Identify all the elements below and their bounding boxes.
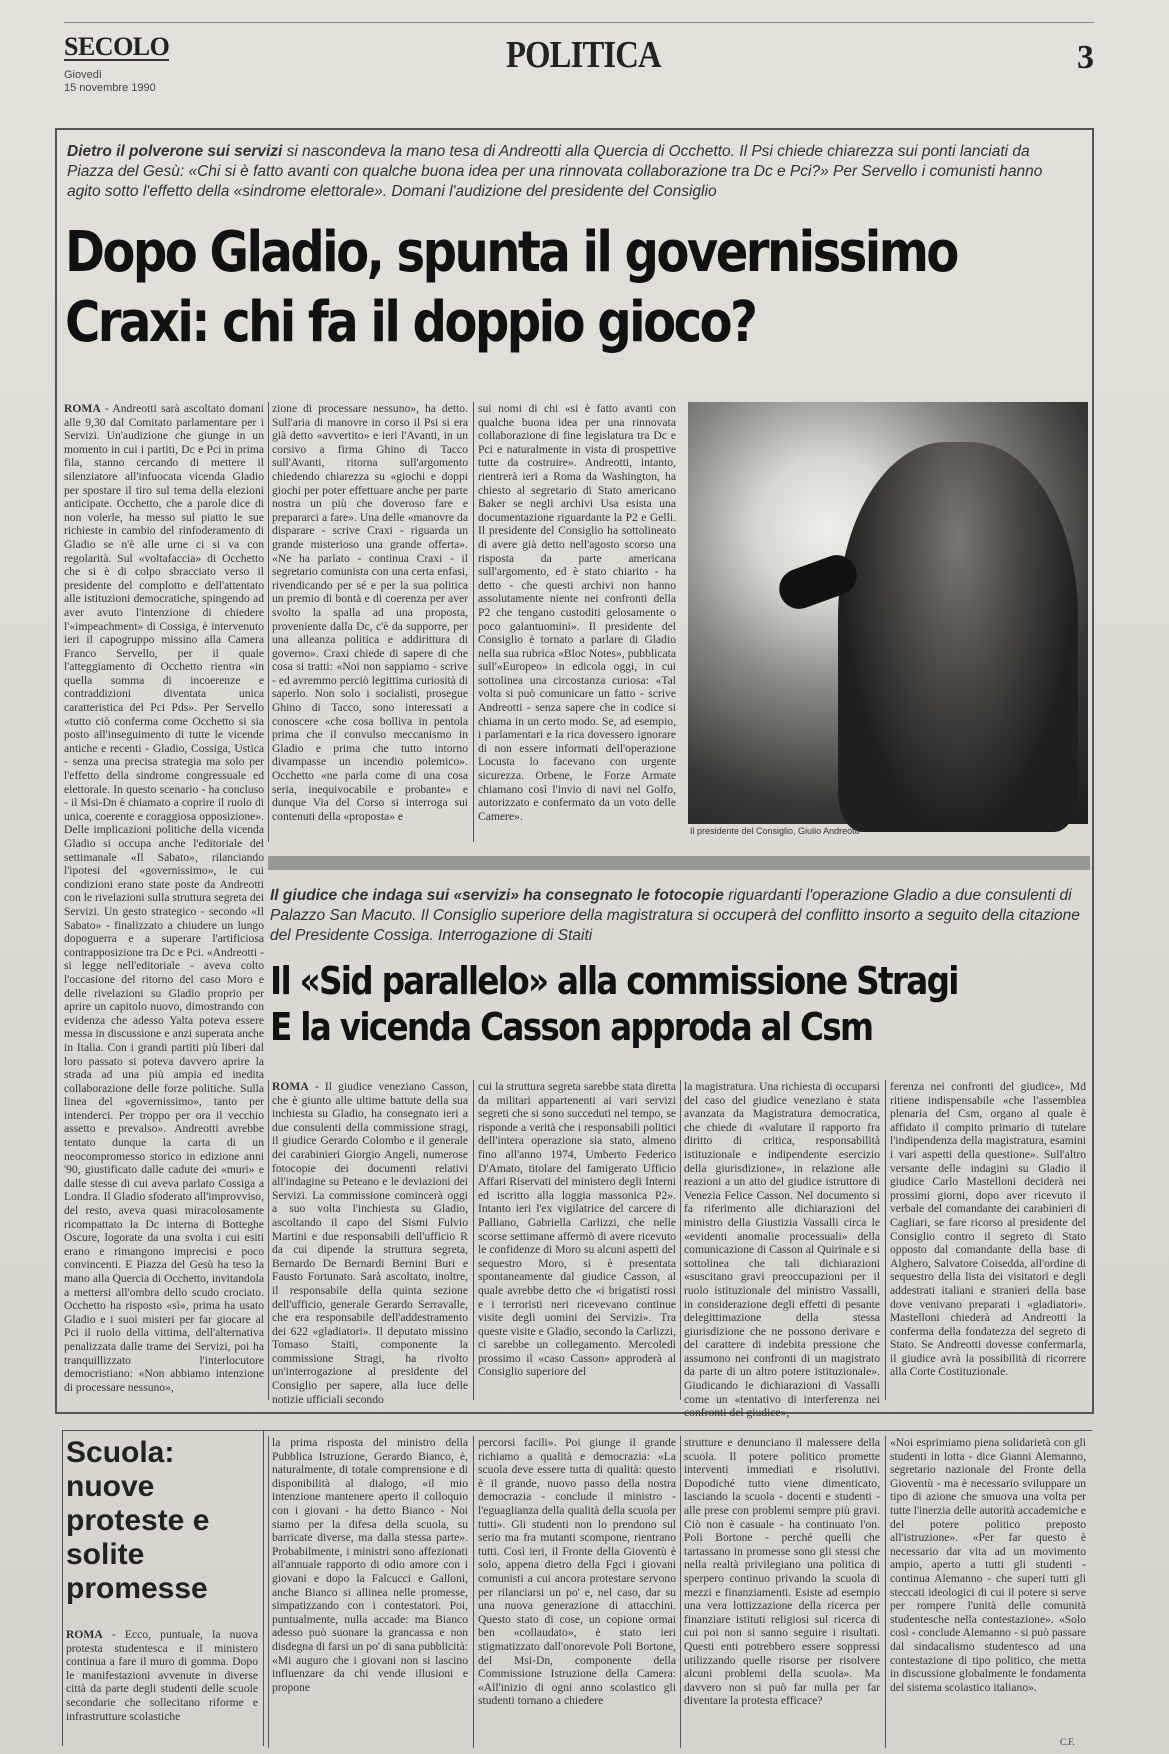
andreotti-photo bbox=[688, 402, 1088, 824]
story2-column-2 bbox=[478, 1080, 676, 1402]
column-divider bbox=[268, 402, 269, 842]
story3-column-2-text: la prima risposta del ministro della Pubblica Istruzione, Gerardo Bianco, è, naturalmente, di totale comprensione e di disponibilità al dialogo, «il mio intenzione mantenere aperto il colloquio con i giovani - ha detto Bianco - Noi siamo per la difesa della scuola, su barricate diverse, ma dalla stessa parte». Probabilmente, i ministri sono affezionati all'annuale rapporto di odio amore con i giovani e dopo la Falcucci e Galloni, anche Bianco si allinea nelle promesse, simpatizzando con i contestatori. Poi, puntualmente, nulla accade: ma Bianco adesso può suonare la grancassa e non disdegna di farsi un po' di sana pubblicità: «Mi auguro che i giovani non si lascino influenzare da chi vende illusioni e propone bbox=[272, 1436, 468, 1694]
story2-column-1 bbox=[272, 1080, 468, 1406]
column-divider bbox=[885, 1080, 886, 1400]
story2-headline-line2: E la vicenda Casson approda al Csm bbox=[270, 1005, 873, 1049]
story2-column-3-text: la magistratura. Una richiesta di occuparsi del caso del giudice veneziano è stata avanzata da Magistratura democratica, che chiede di «valutare il rapporto fra diritto di critica, responsabilità istituzionale e indipendente esercizio della giurisdizione», in relazione alle reazioni a un atto del giudice istruttore di Venezia Felice Casson. Nel documento si fa riferimento alle dichiarazioni del ministro della Giustizia Vassalli circa le «evidenti anomalie processuali» della comunicazione di Casson al Quirinale e si sottolinea che tali dichiarazioni «suscitano gravi preoccupazioni per il ruolo istituzionale del ministro Vassalli, in considerazione degli effetti di pesante delegittimazione della stessa giurisdizione che ne possono derivare e del carattere di indebita pressione che assumono nei confronti di un magistrato da parte di un altro potere istituzionale». Giudicando le dichiarazioni di Vassalli come un «tentativo di interferenza nei confronti del giudice», bbox=[684, 1080, 880, 1420]
story1-column-3 bbox=[478, 402, 676, 842]
issue-date bbox=[64, 69, 156, 95]
story1-column-2 bbox=[272, 402, 468, 842]
photo-caption: Il presidente del Consiglio, Giulio Andreotti bbox=[690, 826, 860, 836]
page-number: 3 bbox=[1077, 39, 1094, 76]
story2-kicker bbox=[270, 886, 1080, 946]
story2-column-1-text: - Il giudice veneziano Casson, che è giunto alle ultime battute della sua inchiesta su Gladio, ha consegnato ieri a due consulenti della commissione stragi, il giudice Gerardo Colombo e il generale dei carabinieri Giorgio Angeli, numerose fotocopie dei documenti relativi all'indagine su Peteano e le deviazioni dei Servizi. La commissione comincerà oggi a suo volta l'inchiesta su Gladio, ascoltando il capo del Sismi Fulvio Martini e due responsabili dell'ufficio R da cui dipende la struttura segreta, Bernardo De Bernardi Bernini Buri e Fausto Fortunato. Sarà ascoltato, inoltre, il responsabile della quinta sezione dell'ufficio, generale Gerardo Serravalle, che era responsabile dell'addestramento dei 622 «gladiatori». Il deputato missino Tomaso Staiti, componente la commissione Stragi, ha rivolto un'interrogazione al presidente del Consiglio per sapere, alla luce delle notizie ufficiali secondo bbox=[272, 1080, 468, 1406]
story3-column-3-text: percorsi facili». Poi giunge il grande richiamo a qualità e democrazia: «La scuola deve essere tutta di qualità: questo è il grande, nuovo passo della nostra democrazia - conclude il ministro - l'eguaglianza della qualità della scuola per tutti». Gli studenti non lo prendono sul serio ma fra mutanti scompone, rientrano tutti. Così ieri, il Fronte della Gioventù è solo, appena dietro della Fgci i giovani comunisti a cui ancora protestare servono per rilanciarsi un po' e, nel caso, dar su una nuova generazione di attacchini. Questo stato di cose, un copione ormai ben «collaudato», è stato ieri stigmatizzato dall'onorevole Poli Bortone, del Msi-Dn, componente della Commissione Istruzione della Camera: «All'inizio di ogni anno scolastico gli studenti tornano a chiedere bbox=[478, 1436, 676, 1708]
story3-column-5 bbox=[890, 1436, 1086, 1736]
column-divider bbox=[268, 1436, 269, 1748]
story3-dateline: ROMA bbox=[66, 1628, 103, 1641]
story2-dateline: ROMA bbox=[272, 1080, 309, 1093]
story1-headline-line2: Craxi: chi fa il doppio gioco? bbox=[65, 290, 756, 355]
masthead bbox=[64, 22, 1094, 93]
story1-column-1 bbox=[64, 402, 264, 1402]
story1-kicker-bold: Dietro il polverone sui servizi bbox=[67, 143, 283, 160]
column-divider bbox=[680, 1080, 681, 1400]
story1-dateline: ROMA bbox=[64, 402, 101, 415]
column-divider bbox=[473, 1080, 474, 1400]
story3-column-5-text: «Noi esprimiamo piena solidarietà con gli studenti in lotta - dice Gianni Alemanno, segretario nazionale del Fronte della Gioventù - ma è necessario sviluppare un tipo di azione che smuova una volta per tutte l'inerzia delle autorità accademiche e del potere politico preposto all'istruzione». «Per far questo è necessario dar vita ad un movimento ampio, aperto a tutti gli studenti - continua Alemanno - che superi tutti gli steccati ideologici di cui il potere si serve per rompere l'unità delle comunità studentesche nella contestazione». «Solo così - conclude Alemanno - si può passare dal sindacalismo studentesco ad una contestazione di tipo politico, che metta in discussione globalmente le fondamenta del sistema scolastico italiano». bbox=[890, 1436, 1086, 1694]
story2-kicker-rest: riguardanti l'operazione Gladio a due consulenti di Palazzo San Macuto. Il Consiglio superiore della magistratura si occuperà del conflitto insorto a seguito della citazione del Presidente Cossiga. Interrogazione di Staiti bbox=[270, 887, 1080, 944]
story2-column-4 bbox=[890, 1080, 1086, 1402]
story3-column-1-text: - Ecco, puntuale, la nuova protesta studentesca e il ministero continua a fare il muro di gomma. Dopo le manifestazioni avvenute in diverse città da parte degli studenti delle scuole secondarie che sollecitano riforme e infrastrutture scolastiche bbox=[66, 1628, 258, 1723]
story1-column-1-text: - Andreotti sarà ascoltato domani alle 9,30 dal Comitato parlamentare per i Servizi. Un'audizione che giunge in un momento in cui i partiti, Dc e Pci in prima fila, stanno cercando di mettere il silenziatore all'infuocata vicenda Gladio per spostare il tiro sul tema della elezioni anticipate. Occhetto, che a parole dice di non volerle, ha messo sul piatto le sue richieste in cambio del rinfoderamento di Gladio se n'è alle urne ci si va con regolarità. Sul «voltafaccia» di Occhetto che si è di colpo sbracciato verso il presidente del complotto e dell'attentato alle istituzioni democratiche, spingendo ad aver avuto l'intenzione di chiedere l'«impeachment» di Cossiga, è intervenuto ieri il capogruppo missino alla Camera Franco Servello, per il quale l'atteggiamento di Occhetto rientra «in quella somma di incoerenze e contraddizioni diventata unica caratteristica del Pci Pds». Per Servello «tutto ciò conferma come Occhetto si sia posto all'inseguimento di tutte le vicende antiche e recenti - Gladio, Cossiga, Ustica - senza una precisa strategia ma solo per l'effetto della sindrome congressuale ed elettorale. In questo scenario - ha concluso - il Msi-Dn è chiamato a coprire il ruolo di unica, coerente e coraggiosa opposizione». Delle implicazioni politiche della vicenda Gladio si occupa anche l'editoriale del settimanale «Il Sabato», rilanciando l'ipotesi del «governissimo», le cui condizioni erano state poste da Andreotti con le rivelazioni sulla struttura segreta dei Servizi. Un gesto strategico - secondo «Il Sabato» - finalizzato a chiudere un lungo dopoguerra e a superare l'artificiosa contrapposizione tra Dc e Pci. «Andreotti - si legge nell'editoriale - aveva colto l'occasione del ritorno del caso Moro e delle rivelazioni su Gladio proprio per aprire un capitolo nuovo, dimostrando con evidenza che adesso Yalta poteva essere messa in discussione e anzi superata anche in Italia. Con i grandi partiti più liberi dal loro passato si poteva davvero aprire la strada ad una più ampia ed inedita collaborazione delle forze politiche. Sulla linea del «governissimo», tanto per intenderci. Per troppo per ora il vecchio assetto e prevalso». Andreotti avrebbe tentato dunque la carta di un neocompromesso storico in edizione anni '90, giustificato dalle cadute dei «muri» e dalle stesse di cui aveva parlato Cossiga a Londra. Il Gladio sfoderato all'improvviso, del resto, aveva quasi miracolosamente ricompattato la Dc interna di Botteghe Oscure, logorate da una svolta i cui esiti erano e rimangono imprecisi e poco convincenti. E Piazza del Gesù ha teso la mano alla Quercia di Occhetto, invitandola a mettersi all'ombra dello scudo crociato. Occhetto ha risposto «sì», prima ha usato Gladio e i suoi misteri per far giocare al Pci il ruolo della vittima, dell'alternativa penalizzata dalle trame dei Servizi, poi ha tranquillizzato l'interlocutore democristiano: «Non abbiamo intenzione di processare nessuno», bbox=[64, 402, 264, 1394]
story3-column-1 bbox=[66, 1628, 258, 1748]
column-divider bbox=[680, 1436, 681, 1748]
column-divider bbox=[473, 1436, 474, 1748]
story2-column-4-text: ferenza nei confronti del giudice», Md ritiene indispensabile «che l'assemblea plenaria del Csm, organo al quale è affidato il compito primario di tutelare l'indipendenza della magistratura, esamini i vari aspetti della questione». Sull'altro versante delle indagini su Gladio il giudice Carlo Mastelloni deciderà nei prossimi giorni, dopo aver ricevuto il verbale del comandante dei carabinieri di Cagliari, se fare ricorso al presidente del Consiglio contro il segreto di Stato opposto dal comandante della base di Alghero, Salvatore Coisedda, all'ordine di sequestro della lista dei visitatori e degli addestrati italiani e stranieri della base dove venivano preparati i «gladiatori». Mastelloni chiederà ad Andreotti la conferma della fondatezza del segreto di Stato. Se Andreotti dovesse confermarla, il giudice avrà la possibilità di ricorrere alla Corte Costituzionale. bbox=[890, 1080, 1086, 1379]
column-divider bbox=[885, 1436, 886, 1748]
story1-column-3-text: sui nomi di chi «si è fatto avanti con qualche buona idea per una rinnovata collaborazione di fine legislatura tra Dc e Pci e naturalmente in vista di prospettive tutte da costruire». Andreotti, intanto, rientrerà ieri a Roma da Washington, ha chiesto al segretario di Stato americano Baker se negli archivi Usa esista una documentazione riguardante la P2 e Gelli. Il presidente del Consiglio ha sottolineato di avere già detto nell'agosto scorso una risposta da parte americana sull'argomento, ed è stato chiarito - ha detto - che questi archivi non hanno assolutamente niente nei confronti della P2 che tengano custoditi gelosamente o poco galantuomini». Il presidente del Consiglio è tornato a parlare di Gladio nella sua rubrica «Bloc Notes», pubblicata sull'«Europeo» in edicola oggi, in cui sottolinea una circostanza curiosa: «Tal volta si può comunicare un fatto - scrive Andreotti - senza sapere che in codice si chiama in un certo modo. Se, ad esempio, i parlamentari e la rica dovessero ignorare di non essere informati dell'operazione Locusta lo facevano con urgente sicurezza. Orbene, le Forze Armate chiamano così l'invio di navi nel Golfo, autorizzato e confermato da un voto delle Camere». bbox=[478, 402, 676, 823]
column-divider bbox=[473, 402, 474, 842]
story2-kicker-bold: Il giudice che indaga sui «servizi» ha consegnato le fotocopie bbox=[270, 887, 724, 904]
column-divider bbox=[268, 1080, 269, 1400]
section-title: POLITICA bbox=[506, 34, 661, 76]
story1-kicker bbox=[67, 142, 1077, 202]
story3-column-2 bbox=[272, 1436, 468, 1748]
issue-day: Giovedì bbox=[64, 69, 102, 81]
story1-headline-line1: Dopo Gladio, spunta il governissimo bbox=[65, 220, 957, 285]
story1-kicker-rest: si nascondeva la mano tesa di Andreotti alla Quercia di Occhetto. Il Psi chiede chiarezza sui ponti lanciati da Piazza del Gesù: «Chi si è fatto avanti con qualche buona idea per una rinnovata collaborazione tra Dc e Pci?» Per Servello i comunisti hanno agito sotto l'effetto della «sindrome elettorale». Domani l'audizione del presidente del Consiglio bbox=[67, 143, 1043, 200]
story3-signature: C.F. bbox=[1060, 1737, 1075, 1747]
story1-headline bbox=[65, 218, 957, 358]
section-divider-bar bbox=[268, 856, 1090, 870]
story2-headline-line1: Il «Sid parallelo» alla commissione Stragi bbox=[270, 959, 958, 1003]
story1-column-2-text: zione di processare nessuno», ha detto. Sull'aria di manovre in corso il Psi si era già detto «avvertito» e ieri l'Avanti, in un corsivo a firma Ghino di Tacco sull'Avanti, ritorna sull'argomento chiedendo chiarezza su «giochi e doppi giochi per poter effettuare anche per parte nostra un più che doveroso fare e prepararci a fare». Una delle «manovre da disparare - scrive Craxi - riguarda un grande misterioso una grande offerta». «Ne ha parlato - continua Craxi - il segretario comunista con una certa enfasi, rivendicando per sé e per la sua politica un premio di bontà e di coerenza per aver svolto la spalla ad una proposta, proveniente dalla Dc, c'è da supporre, per una alleanza politica e addirittura di governo». Craxi chiede di sapere di che cosa si tratti: «Noi non sappiamo - scrive - ed avremmo perciò legittima curiosità di saperlo. Non solo i socialisti, prosegue Ghino di Tacco, sono interessati a conoscere «che cosa bolliva in pentola prima che il convulso meccanismo in Gladio e prima che tutto intorno divampasse un incendio polemico». Occhetto «ne parla come di una cosa seria, inequivocabile e probante» e dunque Via del Corso si interroga sui contenuti della «proposta» e bbox=[272, 402, 468, 823]
issue-full-date: 15 novembre 1990 bbox=[64, 82, 156, 94]
photo-figure bbox=[838, 442, 1078, 832]
story3-column-3 bbox=[478, 1436, 676, 1748]
newspaper-logo: SECOLO bbox=[64, 32, 170, 61]
story2-column-2-text: cui la struttura segreta sarebbe stata diretta da militari appartenenti ai vari servizi segreti che si sono succeduti nel tempo, se risponde a verità che i responsabili politici dell'intera operazione sia stato, almeno fino all'anno 1974, Umberto Federico D'Amato, titolare del famigerato Ufficio Affari Riservati del ministero degli Interni ed iscritto alla loggia massonica P2». Intanto ieri l'ex vigilatrice del carcere di Palliano, Gabriella Carlizzi, che nelle scorse settimane affermò di avere ricevuto le confidenze di Moro su alcuni aspetti del sequestro Moro, si è presentata spontaneamente dal giudice Casson, al quale avrebbe detto che «i brigatisti rossi e i terroristi neri ricevevano continue visite degli uomini dei Servizi». Tra queste visite e Gladio, secondo la Carlizzi, ci sarebbe un collegamento. Mercoledì prossimo il «caso Casson» approderà al Consiglio superiore del bbox=[478, 1080, 676, 1379]
story3-title: Scuola: nuove proteste e solite promesse bbox=[66, 1436, 210, 1605]
story2-headline bbox=[270, 958, 958, 1050]
story3-column-4-text: strutture e denunciano il malessere della scuola. Il potere politico promette interventi immediati e risolutivi. Dopodiché tutto viene dimenticato, lasciando la scuola - docenti e studenti - alle prese con problemi sempre più gravi. Ciò non è casuale - ha continuato l'on. Poli Bortone - perché quelli che tartassano in promesse sono gli stessi che nella realtà privilegiano una politica di sperpero continuo privando la scuola di mezzi e finanziamenti. Esiste ad esempio una vera lottizzazione della ricerca per finanziare istituti religiosi sul ricerca di cui poi non si sanno seguire i risultati. Questi enti potrebbero essere soppressi utilizzando quelle risorse per risolvere alcuni problemi della scuola». Ma davvero non si può far nulla per far diventare la protesta efficace? bbox=[684, 1436, 880, 1708]
story2-column-3 bbox=[684, 1080, 880, 1420]
story3-column-4 bbox=[684, 1436, 880, 1748]
